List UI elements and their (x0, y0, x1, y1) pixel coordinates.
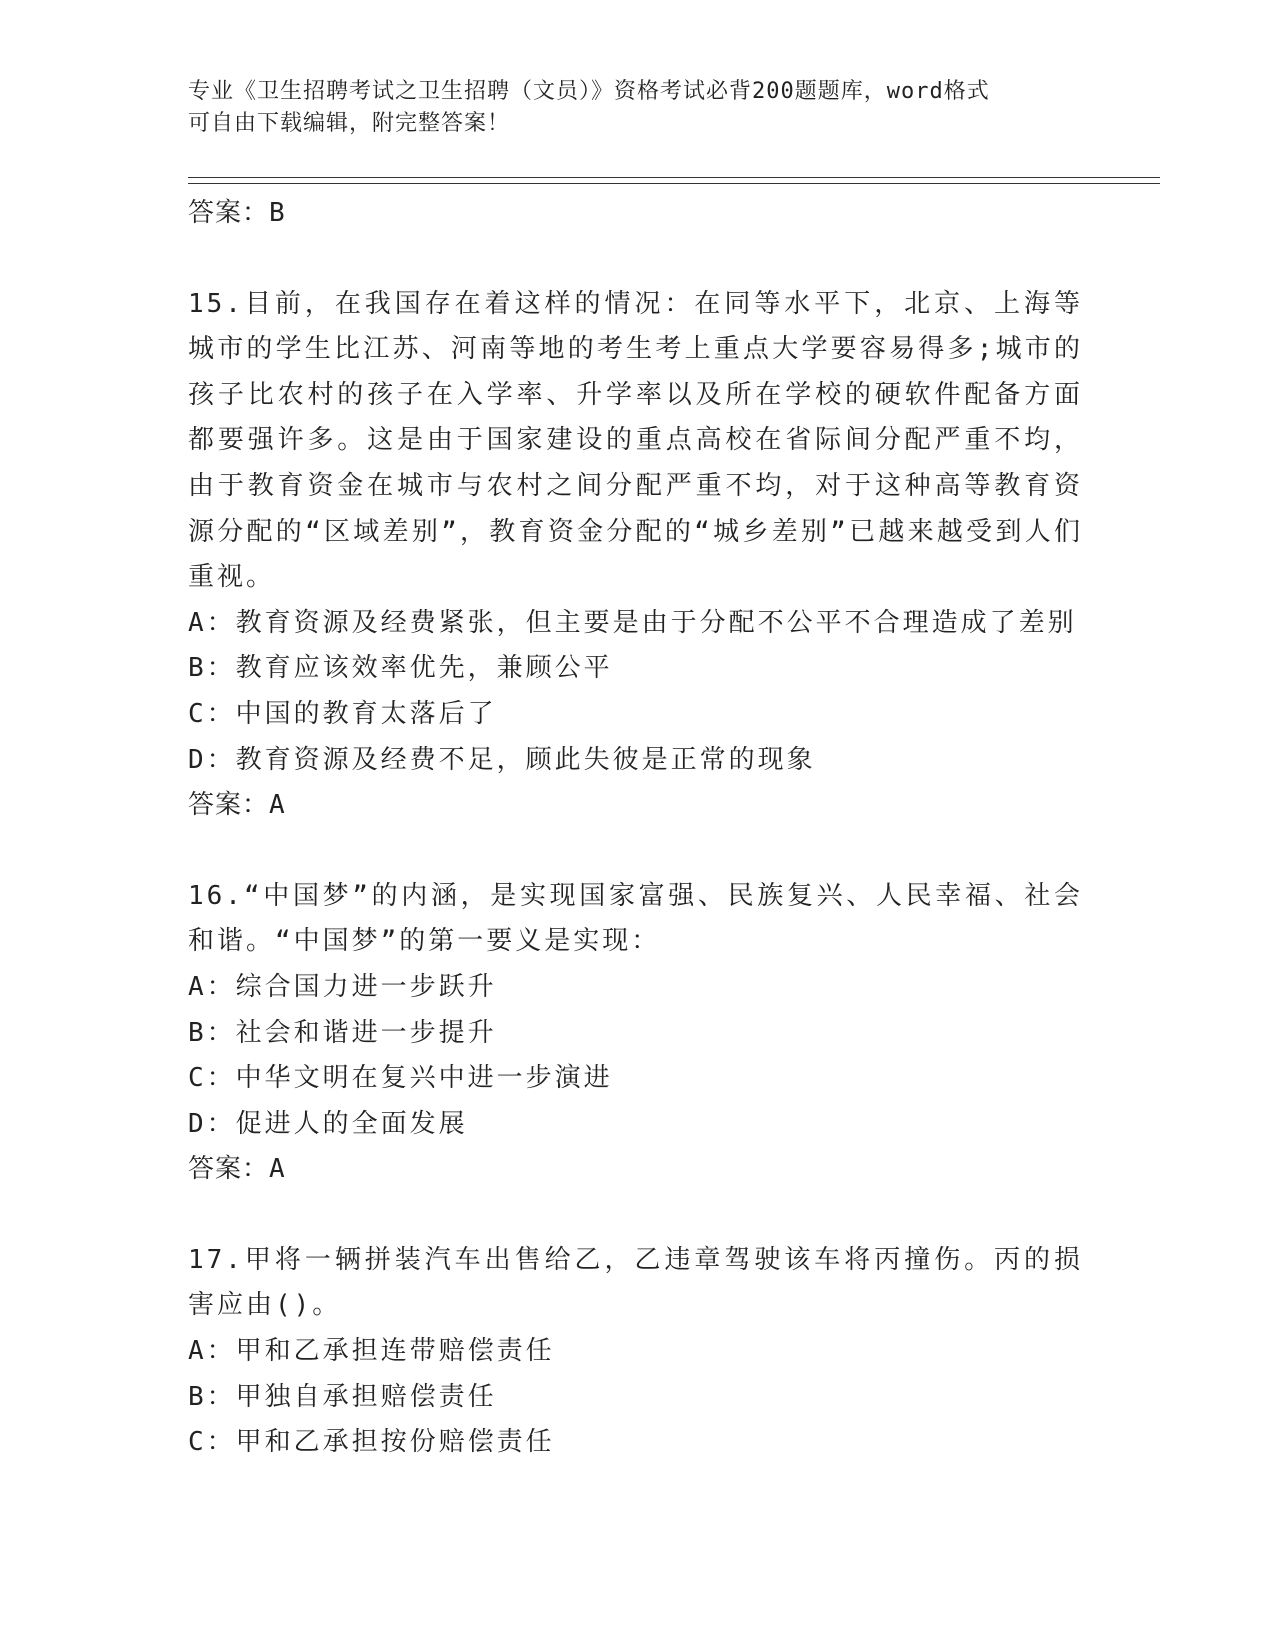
option-a: A：教育资源及经费紧张，但主要是由于分配不公平不合理造成了差别 (188, 607, 1077, 638)
option-c: C：中国的教育太落后了 (188, 698, 497, 729)
spacer (188, 829, 1083, 874)
option-b: B：甲独自承担赔偿责任 (188, 1381, 497, 1412)
question-text: 16.“中国梦”的内涵，是实现国家富强、民族复兴、人民幸福、社会和谐。“中国梦”的第一要义是实现： (188, 880, 1083, 957)
header-line-2: 可自由下载编辑，附完整答案！ (188, 111, 511, 136)
document-header (188, 76, 1068, 140)
option-a: A：甲和乙承担连带赔偿责任 (188, 1336, 555, 1367)
spacer (188, 237, 1083, 282)
document-body (188, 191, 1083, 1466)
answer: 答案：A (188, 1154, 286, 1185)
question-16 (188, 874, 1083, 1193)
question-text: 17.甲将一辆拼装汽车出售给乙，乙违章驾驶该车将丙撞伤。丙的损害应由()。 (188, 1244, 1083, 1321)
option-c: C：中华文明在复兴中进一步演进 (188, 1063, 613, 1094)
question-17 (188, 1238, 1083, 1466)
option-b: B：教育应该效率优先，兼顾公平 (188, 653, 613, 684)
option-a: A：综合国力进一步跃升 (188, 971, 497, 1002)
header-line-1: 专业《卫生招聘考试之卫生招聘（文员）》资格考试必背200题题库，word格式 (188, 79, 990, 104)
spacer (188, 1193, 1083, 1238)
question-15 (188, 282, 1083, 829)
option-d: D：促进人的全面发展 (188, 1108, 468, 1139)
header-rule-bottom (188, 183, 1160, 184)
option-c: C：甲和乙承担按份赔偿责任 (188, 1427, 555, 1458)
option-d: D：教育资源及经费不足，顾此失彼是正常的现象 (188, 744, 816, 775)
question-text: 15.目前，在我国存在着这样的情况：在同等水平下，北京、上海等城市的学生比江苏、河南等地的考生考上重点大学要容易得多;城市的孩子比农村的孩子在入学率、升学率以及所在学校的硬软件配备方面都要强许多。这是由于国家建设的重点高校在省际间分配严重不均，由于教育资金在城市与农村之间分配严重不均，对于这种高等教育资源分配的“区域差别”，教育资金分配的“城乡差别”已越来越受到人们重视。 (188, 288, 1083, 593)
previous-answer: 答案：B (188, 198, 286, 228)
option-b: B：社会和谐进一步提升 (188, 1017, 497, 1048)
header-rule-top (188, 177, 1160, 178)
answer: 答案：A (188, 790, 286, 821)
